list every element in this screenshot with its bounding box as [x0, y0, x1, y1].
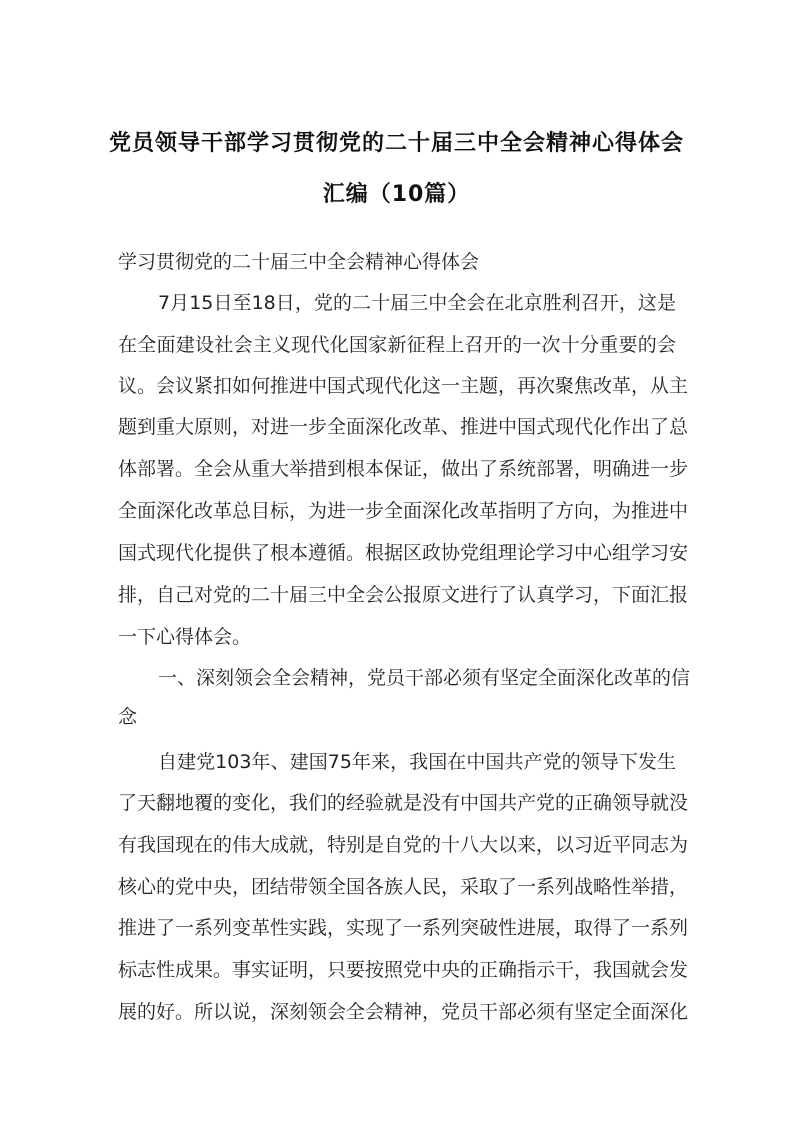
paragraph-line: 在全面建设社会主义现代化国家新征程上召开的一次十分重要的会: [118, 334, 676, 356]
paragraph-line: 一、深刻领会全会精神，党员干部必须有坚定全面深化改革的信: [158, 667, 691, 689]
paragraph-line: 标志性成果。事实证明，只要按照党中央的正确指示干，我国就会发: [118, 959, 689, 981]
paragraph-line: 自建党103年、建国75年来，我国在中国共产党的领导下发生: [158, 751, 676, 773]
paragraph-line: 了天翻地覆的变化，我们的经验就是没有中国共产党的正确领导就没: [118, 792, 689, 814]
section-subtitle: 学习贯彻党的二十届三中全会精神心得体会: [118, 251, 480, 273]
paragraph-line: 推进了一系列变革性实践，实现了一系列突破性进展，取得了一系列: [118, 917, 689, 939]
paragraph-line: 展的好。所以说，深刻领会全会精神，党员干部必须有坚定全面深化: [118, 1001, 689, 1023]
paragraph-line: 体部署。全会从重大举措到根本保证，做出了系统部署，明确进一步: [118, 458, 689, 480]
paragraph-line: 排，自己对党的二十届三中全会公报原文进行了认真学习，下面汇报: [118, 584, 689, 606]
paragraph-line: 全面深化改革总目标，为进一步全面深化改革指明了方向，为推进中: [118, 500, 689, 522]
paragraph-line: 7月15日至18日，党的二十届三中全会在北京胜利召开，这是: [158, 292, 676, 314]
document-title-line-1: 党员领导干部学习贯彻党的二十届三中全会精神心得体会: [108, 131, 684, 156]
paragraph-line: 念: [118, 706, 138, 728]
paragraph-line: 国式现代化提供了根本遵循。根据区政协党组理论学习中心组学习安: [118, 542, 689, 564]
paragraph-line: 一下心得体会。: [118, 626, 252, 648]
paragraph-line: 议。会议紧扣如何推进中国式现代化这一主题，再次聚焦改革，从主: [118, 375, 689, 397]
document-title-line-2: 汇编（10篇）: [322, 182, 471, 207]
paragraph-line: 题到重大原则，对进一步全面深化改革、推进中国式现代化作出了总: [118, 416, 689, 438]
paragraph-line: 有我国现在的伟大成就，特别是自党的十八大以来，以习近平同志为: [118, 834, 689, 856]
paragraph-line: 核心的党中央，团结带领全国各族人民，采取了一系列战略性举措，: [118, 876, 689, 898]
